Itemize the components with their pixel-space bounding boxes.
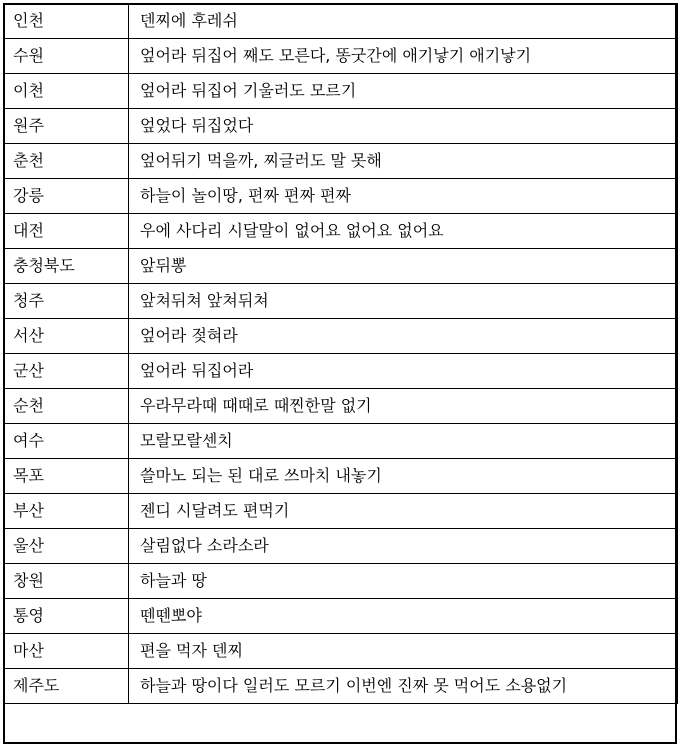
region-cell: 서산: [4, 319, 129, 354]
table-row: [4, 144, 678, 179]
region-cell: 순천: [4, 389, 129, 424]
region-cell: 강릉: [4, 179, 129, 214]
table-row: [4, 599, 678, 634]
table-row: [4, 39, 678, 74]
chant-cell: 하늘이 놀이땅, 편짜 편짜 편짜: [129, 179, 678, 214]
region-chant-table: [3, 3, 678, 704]
table-row: [4, 109, 678, 144]
chant-cell: 엎어라 뒤집어라: [129, 354, 678, 389]
chant-cell: 앞쳐뒤쳐 앞쳐뒤쳐: [129, 284, 678, 319]
region-cell: 원주: [4, 109, 129, 144]
chant-cell: 엎었다 뒤집었다: [129, 109, 678, 144]
chant-cell: 엎어라 뒤집어 째도 모른다, 똥굿간에 애기낳기 애기낳기: [129, 39, 678, 74]
table-row: [4, 634, 678, 669]
table-row: [4, 529, 678, 564]
region-cell: 목포: [4, 459, 129, 494]
table-row: [4, 494, 678, 529]
table-row: [4, 424, 678, 459]
chant-cell: 뗀뗀뽀야: [129, 599, 678, 634]
region-cell: 청주: [4, 284, 129, 319]
table-row: [4, 74, 678, 109]
chant-cell: 앞뒤뽕: [129, 249, 678, 284]
chant-cell: 젠디 시달려도 편먹기: [129, 494, 678, 529]
table-row: [4, 354, 678, 389]
region-cell: 여수: [4, 424, 129, 459]
table-row: [4, 564, 678, 599]
region-cell: 대전: [4, 214, 129, 249]
region-cell: 군산: [4, 354, 129, 389]
region-cell: 인천: [4, 4, 129, 39]
region-cell: 이천: [4, 74, 129, 109]
table-body: [4, 4, 678, 704]
table-row: [4, 284, 678, 319]
table-row: [4, 319, 678, 354]
chant-cell: 편을 먹자 덴찌: [129, 634, 678, 669]
region-cell: 춘천: [4, 144, 129, 179]
table-row: [4, 459, 678, 494]
region-cell: 수원: [4, 39, 129, 74]
region-cell: 제주도: [4, 669, 129, 704]
chant-cell: 쓸마노 되는 된 대로 쓰마치 내놓기: [129, 459, 678, 494]
table-row: [4, 214, 678, 249]
region-cell: 충청북도: [4, 249, 129, 284]
table-row: [4, 669, 678, 704]
chant-cell: 하늘과 땅이다 일러도 모르기 이번엔 진짜 못 먹어도 소용없기: [129, 669, 678, 704]
region-cell: 통영: [4, 599, 129, 634]
chant-cell: 엎어뒤기 먹을까, 찌글러도 말 못해: [129, 144, 678, 179]
table-row: [4, 249, 678, 284]
chant-cell: 엎어라 젖혀라: [129, 319, 678, 354]
chant-cell: 하늘과 땅: [129, 564, 678, 599]
region-cell: 마산: [4, 634, 129, 669]
chant-cell: 덴찌에 후레쉬: [129, 4, 678, 39]
chant-cell: 우라무라때 때때로 때찐한말 없기: [129, 389, 678, 424]
table-row: [4, 179, 678, 214]
table-row: [4, 4, 678, 39]
region-cell: 울산: [4, 529, 129, 564]
chant-cell: 살림없다 소라소라: [129, 529, 678, 564]
chant-cell: 모랄모랄센치: [129, 424, 678, 459]
chant-cell: 엎어라 뒤집어 기울러도 모르기: [129, 74, 678, 109]
table-row: [4, 389, 678, 424]
region-cell: 창원: [4, 564, 129, 599]
region-cell: 부산: [4, 494, 129, 529]
chant-cell: 우에 사다리 시달말이 없어요 없어요 없어요: [129, 214, 678, 249]
